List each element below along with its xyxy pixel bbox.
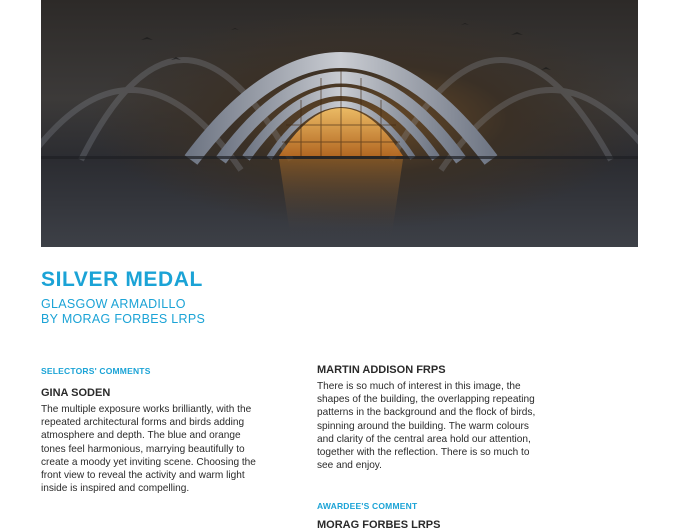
armadillo-illustration	[41, 0, 638, 247]
image-title: GLASGOW ARMADILLO	[41, 297, 186, 311]
selector-name: MARTIN ADDISON FRPS	[317, 364, 446, 376]
selector-comment: There is so much of interest in this image, the shapes of the building, the overlapping repeating patterns in the background and the flock of birds, spinning around the building. The warm colours and clarity of the central area hold our attention, together with the reflection. There is so much to see and enjoy.	[317, 381, 536, 472]
awardee-comment-heading: AWARDEE'S COMMENT	[317, 501, 418, 511]
award-photograph	[41, 0, 638, 247]
photographer-byline: BY MORAG FORBES LRPS	[41, 312, 206, 326]
award-title: SILVER MEDAL	[41, 268, 203, 291]
selector-comment: The multiple exposure works brilliantly, with the repeated architectural forms and birds adding atmosphere and depth. The blue and orange tones feel harmonious, marrying beautifully to create a moody yet inviting scene. Choosing the front view to reveal the activity and warm light inside is inspired and compelling.	[41, 404, 256, 495]
selectors-comments-heading: SELECTORS' COMMENTS	[41, 366, 151, 376]
awardee-name: MORAG FORBES LRPS	[317, 519, 441, 531]
selector-name: GINA SODEN	[41, 387, 111, 399]
